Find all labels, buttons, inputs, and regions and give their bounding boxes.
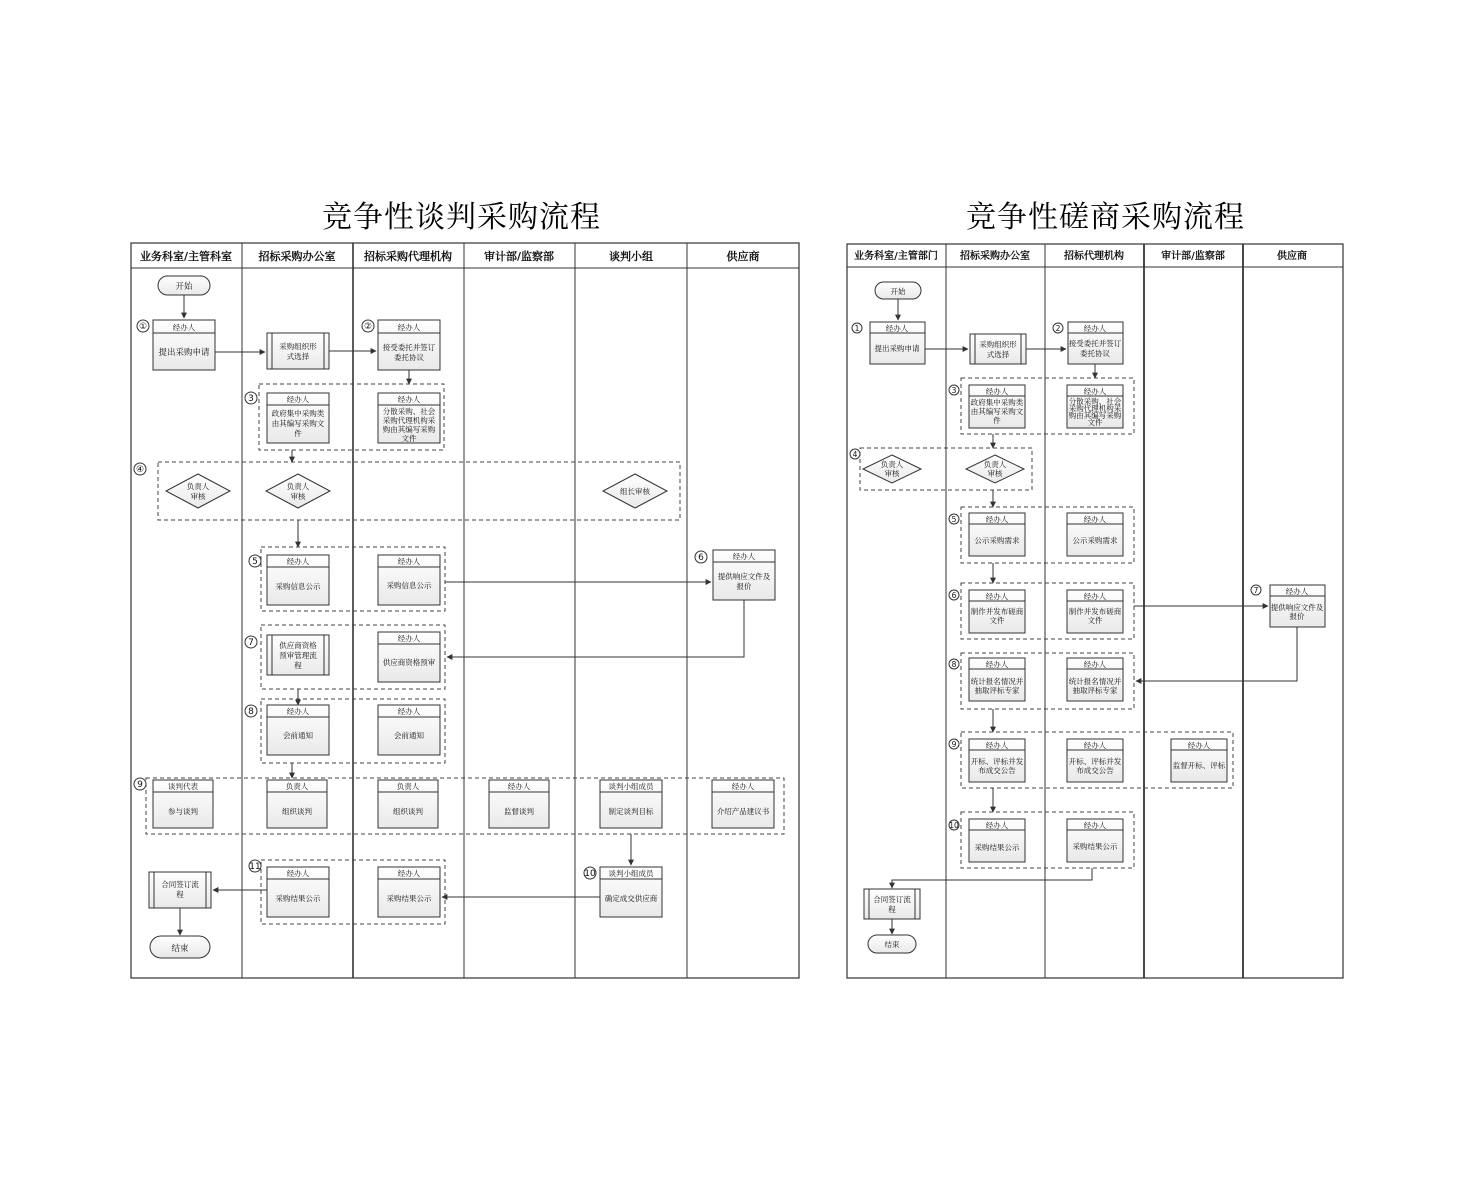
svg-text:经办人: 经办人 [1187, 741, 1211, 750]
svg-text:提供响应文件及: 提供响应文件及 [717, 572, 771, 581]
svg-text:审核: 审核 [884, 469, 900, 478]
svg-text:经办人: 经办人 [731, 782, 755, 791]
left-step7b-box [378, 632, 440, 682]
svg-text:接受委托并签订: 接受委托并签订 [1068, 339, 1122, 348]
svg-text:经办人: 经办人 [985, 660, 1009, 669]
svg-text:提出采购申请: 提出采购申请 [874, 344, 920, 353]
svg-text:采购结果公示: 采购结果公示 [1072, 842, 1118, 851]
left-start-node [158, 276, 210, 295]
left-step9-office-box [267, 780, 327, 828]
right-step-number-3: 3 [951, 386, 957, 395]
svg-text:经办人: 经办人 [286, 395, 310, 404]
svg-text:审核: 审核 [190, 492, 206, 501]
svg-text:公示采购需求: 公示采购需求 [1072, 536, 1118, 545]
left-step11a-box [267, 867, 329, 917]
svg-text:经办人: 经办人 [1083, 515, 1107, 524]
svg-text:程: 程 [294, 661, 302, 670]
right-step6a-box [969, 590, 1025, 633]
svg-text:谈判小组成员: 谈判小组成员 [608, 782, 654, 791]
svg-text:式选择: 式选择 [986, 350, 1010, 359]
left-step-number-1: ① [138, 322, 148, 332]
right-step-number-10: 10 [949, 821, 959, 830]
lane-header-negotiation-team: 谈判小组 [609, 250, 653, 263]
svg-text:制作并发布磋商: 制作并发布磋商 [970, 607, 1024, 616]
lane-header-audit: 审计部/监察部 [483, 250, 555, 263]
left-step-number-11: 11 [249, 862, 261, 872]
svg-text:购由其编写采购: 购由其编写采购 [382, 425, 436, 434]
left-org-form-box [267, 333, 329, 369]
svg-text:经办人: 经办人 [985, 387, 1009, 396]
svg-text:文件: 文件 [989, 616, 1005, 625]
svg-text:购由其编写采购: 购由其编写采购 [1068, 411, 1122, 420]
right-step8a-box [969, 658, 1025, 701]
svg-text:审核: 审核 [290, 492, 306, 501]
svg-text:会前通知: 会前通知 [283, 731, 313, 740]
svg-text:经办人: 经办人 [985, 741, 1009, 750]
svg-text:经办人: 经办人 [1285, 587, 1309, 596]
left-step8b-box [378, 705, 440, 755]
left-step-number-2: ② [363, 322, 373, 332]
right-step5b-box [1067, 513, 1123, 556]
svg-text:谈判代表: 谈判代表 [168, 782, 198, 791]
svg-text:程: 程 [888, 905, 896, 914]
left-swimlane-diagram [131, 243, 799, 978]
svg-text:监督谈判: 监督谈判 [504, 807, 534, 816]
right-step10a-box [969, 819, 1025, 862]
right-step9c-box [1171, 739, 1227, 782]
left-step3a-box [267, 393, 329, 443]
svg-text:制定谈判目标: 制定谈判目标 [608, 807, 654, 816]
lane-header-supplier: 供应商 [726, 250, 760, 263]
svg-text:采购代理机构采: 采购代理机构采 [1068, 404, 1122, 413]
svg-text:审核: 审核 [987, 469, 1003, 478]
left-step9-supplier-box [712, 780, 774, 828]
svg-text:式选择: 式选择 [286, 352, 310, 361]
left-step-number-3: 3 [248, 394, 254, 404]
svg-text:经办人: 经办人 [397, 395, 421, 404]
svg-text:经办人: 经办人 [732, 552, 756, 561]
svg-text:采购信息公示: 采购信息公示 [386, 581, 432, 590]
svg-text:分散采购、社会: 分散采购、社会 [382, 407, 436, 416]
left-diagram-title: 竞争性谈判采购流程 [322, 200, 601, 235]
svg-text:报价: 报价 [1289, 612, 1305, 621]
svg-text:公示采购需求: 公示采购需求 [974, 536, 1020, 545]
svg-text:开标、评标并发: 开标、评标并发 [1068, 757, 1122, 766]
lane-header-procurement-office: 招标采购办公室 [258, 250, 336, 263]
left-review-diamond-team-lead [603, 474, 667, 508]
svg-text:结束: 结束 [884, 940, 900, 949]
svg-text:合同签订流: 合同签订流 [873, 895, 911, 904]
rlane-header-supplier: 供应商 [1277, 251, 1307, 262]
svg-text:程: 程 [176, 890, 184, 899]
left-end-node [150, 936, 210, 958]
right-step1-box [870, 322, 925, 364]
svg-text:监督开标、评标: 监督开标、评标 [1172, 761, 1226, 770]
left-step5b-box [378, 555, 440, 605]
svg-text:抽取评标专家: 抽取评标专家 [1072, 686, 1118, 695]
left-step7a-box [267, 635, 329, 675]
right-diagram-title: 竞争性磋商采购流程 [966, 200, 1245, 235]
svg-text:经办人: 经办人 [397, 707, 421, 716]
left-step-number-5: 5 [252, 557, 258, 567]
svg-text:经办人: 经办人 [985, 515, 1009, 524]
svg-text:合同签订流: 合同签订流 [161, 880, 199, 889]
left-step-number-8: 8 [248, 707, 254, 717]
right-step7-box [1270, 585, 1325, 627]
left-step3b-box [378, 393, 440, 443]
left-step9-team-box [600, 780, 662, 828]
svg-text:开始: 开始 [175, 282, 193, 292]
svg-text:负责人: 负责人 [186, 482, 210, 491]
svg-text:供应商资格预审: 供应商资格预审 [382, 658, 436, 667]
right-step5a-box [969, 513, 1025, 556]
svg-text:谈判小组成员: 谈判小组成员 [608, 869, 654, 878]
svg-text:经办人: 经办人 [1083, 387, 1107, 396]
right-review-diamond-office [966, 455, 1024, 483]
left-step-number-10: 10 [584, 869, 596, 879]
left-step1-box [153, 320, 215, 370]
left-step2-box [378, 320, 440, 370]
svg-text:经办人: 经办人 [286, 869, 310, 878]
svg-text:经办人: 经办人 [885, 324, 909, 333]
lane-header-business: 业务科室/主管科室 [139, 250, 233, 263]
svg-text:件: 件 [993, 416, 1001, 425]
svg-text:负责人: 负责人 [983, 460, 1007, 469]
svg-text:文件: 文件 [1087, 616, 1103, 625]
left-step-number-6: 6 [698, 553, 704, 563]
right-step6b-box [1067, 590, 1123, 633]
svg-text:介绍产品建议书: 介绍产品建议书 [716, 807, 770, 816]
svg-text:采购信息公示: 采购信息公示 [275, 582, 321, 591]
right-step-number-7: 7 [1253, 586, 1259, 595]
svg-text:分散采购、社会: 分散采购、社会 [1068, 397, 1122, 406]
svg-text:经办人: 经办人 [397, 634, 421, 643]
right-contract-box [864, 889, 920, 919]
svg-text:开始: 开始 [890, 287, 906, 296]
svg-text:委托协议: 委托协议 [1080, 349, 1110, 358]
right-end-node [868, 935, 916, 953]
svg-text:经办人: 经办人 [1083, 592, 1107, 601]
svg-text:由其编写采购文: 由其编写采购文 [271, 419, 325, 428]
right-step-number-9: 9 [951, 740, 957, 749]
svg-text:采购代理机构采: 采购代理机构采 [382, 416, 436, 425]
left-step6-box [713, 550, 775, 600]
svg-text:制作并发布磋商: 制作并发布磋商 [1068, 607, 1122, 616]
svg-text:经办人: 经办人 [1083, 660, 1107, 669]
svg-text:负责人: 负责人 [285, 782, 309, 791]
svg-text:文件: 文件 [401, 434, 417, 443]
left-step8a-box [267, 705, 329, 755]
svg-text:经办人: 经办人 [397, 869, 421, 878]
svg-text:经办人: 经办人 [397, 557, 421, 566]
rlane-header-business: 业务科室/主管部门 [854, 251, 938, 262]
svg-text:采购结果公示: 采购结果公示 [275, 894, 321, 903]
rlane-header-agency: 招标代理机构 [1064, 251, 1124, 262]
left-step5a-box [267, 555, 329, 605]
right-swimlane-diagram [847, 244, 1343, 978]
right-step9a-box [969, 739, 1025, 782]
right-step-number-2: 2 [1055, 324, 1061, 333]
left-step9-negotiation-rep-box [153, 780, 213, 828]
svg-text:采购组织形: 采购组织形 [279, 342, 317, 351]
svg-text:委托协议: 委托协议 [394, 353, 424, 362]
svg-text:提供响应文件及: 提供响应文件及 [1270, 603, 1324, 612]
right-step3b-box [1067, 385, 1123, 428]
svg-text:经办人: 经办人 [985, 592, 1009, 601]
svg-text:经办人: 经办人 [985, 821, 1009, 830]
svg-text:文件: 文件 [1087, 418, 1103, 427]
left-contract-box [149, 872, 211, 908]
svg-text:经办人: 经办人 [286, 707, 310, 716]
svg-text:统计报名情况并: 统计报名情况并 [970, 677, 1024, 686]
right-step3a-box [969, 385, 1025, 428]
left-step9-agency-box [378, 780, 438, 828]
right-step8b-box [1067, 658, 1123, 701]
svg-text:抽取评标专家: 抽取评标专家 [974, 686, 1020, 695]
svg-text:负责人: 负责人 [286, 482, 310, 491]
svg-text:政府集中采购类: 政府集中采购类 [271, 409, 325, 418]
svg-text:开标、评标并发: 开标、评标并发 [970, 757, 1024, 766]
svg-text:经办人: 经办人 [397, 323, 421, 332]
svg-text:统计报名情况并: 统计报名情况并 [1068, 677, 1122, 686]
svg-text:提出采购申请: 提出采购申请 [158, 348, 210, 358]
rlane-header-procurement-office: 招标采购办公室 [960, 251, 1030, 262]
svg-text:采购组织形: 采购组织形 [979, 340, 1017, 349]
svg-text:结束: 结束 [171, 944, 189, 954]
left-step10-box [600, 867, 662, 917]
left-review-diamond-business [166, 474, 230, 508]
svg-text:组织谈判: 组织谈判 [393, 807, 423, 816]
svg-text:经办人: 经办人 [1083, 821, 1107, 830]
svg-text:组长审核: 组长审核 [620, 487, 650, 496]
svg-text:经办人: 经办人 [286, 557, 310, 566]
svg-text:经办人: 经办人 [172, 323, 196, 332]
right-org-form-box [970, 334, 1026, 364]
right-step-number-8: 8 [951, 660, 957, 669]
svg-text:负责人: 负责人 [396, 782, 420, 791]
svg-text:经办人: 经办人 [507, 782, 531, 791]
right-step2-box [1068, 322, 1123, 364]
right-start-node [875, 282, 921, 299]
svg-text:件: 件 [294, 429, 302, 438]
right-step-number-6: 6 [951, 591, 957, 600]
svg-text:经办人: 经办人 [1083, 324, 1107, 333]
svg-text:政府集中采购类: 政府集中采购类 [970, 398, 1024, 407]
svg-text:参与谈判: 参与谈判 [168, 807, 198, 816]
svg-text:采购结果公示: 采购结果公示 [974, 843, 1020, 852]
right-review-diamond-business [863, 455, 921, 483]
rlane-header-audit: 审计部/监察部 [1161, 251, 1225, 262]
svg-text:接受委托并签订: 接受委托并签订 [382, 343, 436, 352]
left-step-number-9: 9 [137, 780, 143, 790]
svg-text:采购结果公示: 采购结果公示 [386, 894, 432, 903]
left-step-number-7: 7 [248, 638, 254, 648]
right-step-number-4: 4 [852, 450, 858, 459]
svg-text:供应商资格: 供应商资格 [279, 641, 317, 650]
svg-text:报价: 报价 [736, 582, 752, 591]
left-step11b-box [378, 867, 440, 917]
svg-text:组织谈判: 组织谈判 [282, 807, 312, 816]
svg-text:布成交公告: 布成交公告 [978, 766, 1016, 775]
svg-text:确定成交供应商: 确定成交供应商 [604, 894, 658, 903]
svg-text:会前通知: 会前通知 [394, 731, 424, 740]
right-step-number-1: 1 [854, 324, 860, 333]
right-step9b-box [1067, 739, 1123, 782]
svg-text:经办人: 经办人 [1083, 741, 1107, 750]
svg-text:负责人: 负责人 [880, 460, 904, 469]
left-step-number-4: ④ [135, 465, 145, 475]
left-review-diamond-office [266, 474, 330, 508]
right-step10b-box [1067, 819, 1123, 862]
left-step9-audit-box [489, 780, 549, 828]
svg-text:由其编写采购文: 由其编写采购文 [970, 407, 1024, 416]
svg-text:布成交公告: 布成交公告 [1076, 766, 1114, 775]
right-step-number-5: 5 [951, 515, 957, 524]
svg-text:预审管理流: 预审管理流 [279, 651, 317, 660]
lane-header-agency: 招标采购代理机构 [364, 250, 452, 263]
